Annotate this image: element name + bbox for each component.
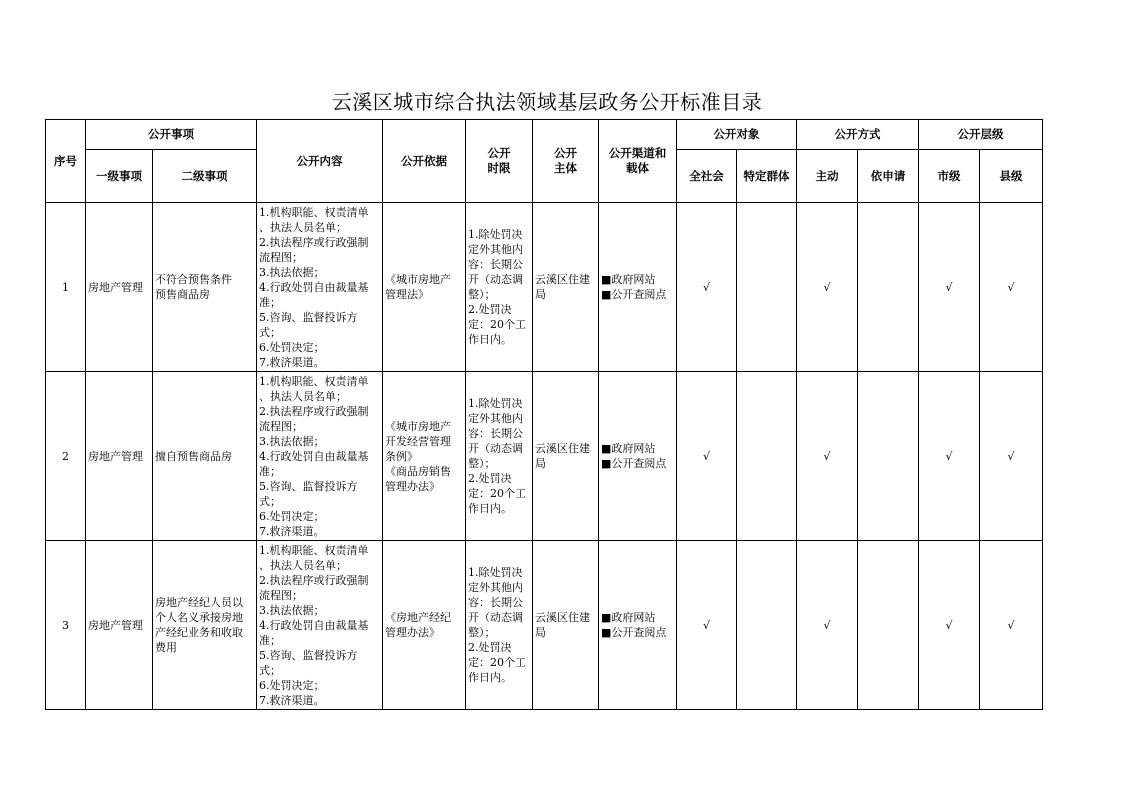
cell-active: √ (797, 203, 858, 372)
cell-level2: 房地产经纪人员以 个人名义承接房地 产经纪业务和收取 费用 (153, 541, 257, 710)
cell-level2: 擅自预售商品房 (153, 372, 257, 541)
cell-level1: 房地产管理 (86, 372, 153, 541)
cell-county: √ (980, 203, 1043, 372)
cell-level1: 房地产管理 (86, 541, 153, 710)
cell-county: √ (980, 372, 1043, 541)
cell-seq: 2 (46, 372, 86, 541)
cell-time-limit: 1.除处罚决 定外其他内 容：长期公 开（动态调 整）； 2.处罚决 定：20个工 作日内。 (466, 372, 533, 541)
cell-whole-society: √ (677, 203, 737, 372)
cell-city: √ (919, 541, 980, 710)
table-row (46, 203, 1043, 372)
cell-time-limit: 1.除处罚决 定外其他内 容：长期公 开（动态调 整）； 2.处罚决 定：20个工 作日内。 (466, 203, 533, 372)
cell-subject: 云溪区住建 局 (533, 372, 599, 541)
header-item-group: 公开事项 (86, 120, 257, 150)
cell-active: √ (797, 372, 858, 541)
cell-content: 1.机构职能、权责清单 、执法人员名单； 2.执法程序或行政强制 流程图； 3.执法依据； 4.行政处罚自由裁量基 准； 5.咨询、监督投诉方 式； 6.处罚决定； 7.救济渠道。 (257, 372, 383, 541)
cell-basis: 《房地产经纪 管理办法》 (383, 541, 466, 710)
header-city: 市级 (919, 150, 980, 203)
cell-basis: 《城市房地产 管理法》 (383, 203, 466, 372)
cell-whole-society: √ (677, 372, 737, 541)
document-title: 云溪区城市综合执法领域基层政务公开标准目录 (331, 90, 763, 114)
cell-on-request (858, 372, 919, 541)
header-county: 县级 (980, 150, 1043, 203)
cell-level1: 房地产管理 (86, 203, 153, 372)
header-content: 公开内容 (257, 120, 383, 203)
header-on-request: 依申请 (858, 150, 919, 203)
header-channel: 公开渠道和 载体 (599, 120, 677, 203)
header-level-group: 公开层级 (919, 120, 1043, 150)
cell-channel: ■政府网站 ■公开查阅点 (599, 541, 677, 710)
cell-channel: ■政府网站 ■公开查阅点 (599, 372, 677, 541)
header-object-group: 公开对象 (677, 120, 797, 150)
cell-specific-group (737, 203, 797, 372)
cell-channel: ■政府网站 ■公开查阅点 (599, 203, 677, 372)
cell-seq: 3 (46, 541, 86, 710)
cell-city: √ (919, 203, 980, 372)
cell-content: 1.机构职能、权责清单 、执法人员名单； 2.执法程序或行政强制 流程图； 3.执法依据； 4.行政处罚自由裁量基 准； 5.咨询、监督投诉方 式； 6.处罚决定； 7.救济渠道。 (257, 203, 383, 372)
header-active: 主动 (797, 150, 858, 203)
header-level1: 一级事项 (86, 150, 153, 203)
cell-whole-society: √ (677, 541, 737, 710)
cell-content: 1.机构职能、权责清单 、执法人员名单； 2.执法程序或行政强制 流程图； 3.执法依据； 4.行政处罚自由裁量基 准； 5.咨询、监督投诉方 式； 6.处罚决定； 7.救济渠道。 (257, 541, 383, 710)
cell-on-request (858, 203, 919, 372)
header-subject: 公开 主体 (533, 120, 599, 203)
header-whole-society: 全社会 (677, 150, 737, 203)
cell-seq: 1 (46, 203, 86, 372)
table-row (46, 372, 1043, 541)
cell-specific-group (737, 372, 797, 541)
header-basis: 公开依据 (383, 120, 466, 203)
cell-time-limit: 1.除处罚决 定外其他内 容：长期公 开（动态调 整）； 2.处罚决 定：20个工 作日内。 (466, 541, 533, 710)
cell-city: √ (919, 372, 980, 541)
header-level2: 二级事项 (153, 150, 257, 203)
disclosure-catalog-table (45, 119, 1043, 710)
header-specific-group: 特定群体 (737, 150, 797, 203)
cell-county: √ (980, 541, 1043, 710)
table-row (46, 541, 1043, 710)
cell-basis: 《城市房地产 开发经营管理 条例》 《商品房销售 管理办法》 (383, 372, 466, 541)
cell-on-request (858, 541, 919, 710)
cell-active: √ (797, 541, 858, 710)
cell-specific-group (737, 541, 797, 710)
cell-subject: 云溪区住建 局 (533, 203, 599, 372)
header-time-limit: 公开 时限 (466, 120, 533, 203)
header-seq: 序号 (46, 120, 86, 203)
cell-subject: 云溪区住建 局 (533, 541, 599, 710)
header-row-1 (46, 120, 1043, 150)
cell-level2: 不符合预售条件 预售商品房 (153, 203, 257, 372)
header-method-group: 公开方式 (797, 120, 919, 150)
